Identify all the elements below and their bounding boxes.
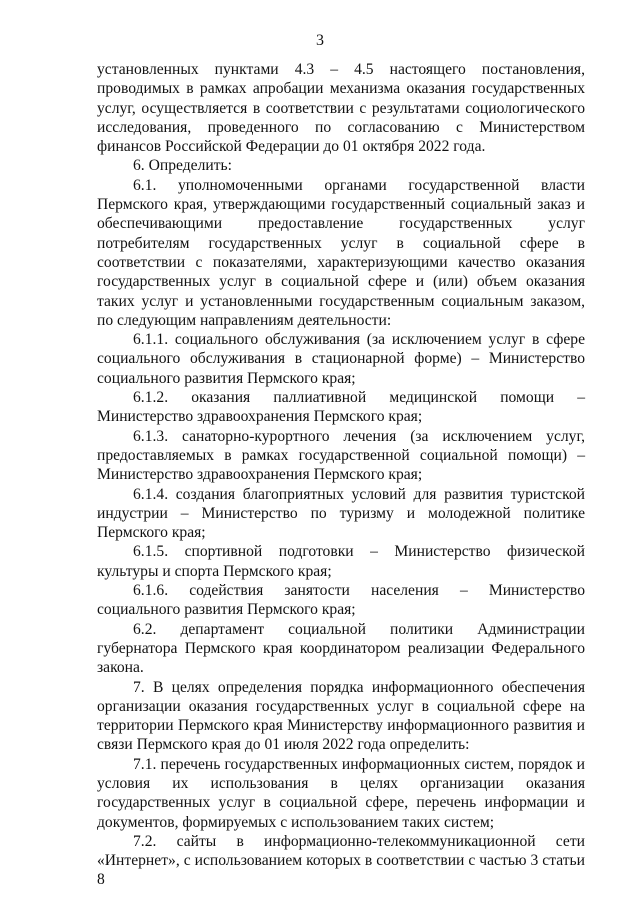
paragraph-2: 6. Определить: <box>133 157 232 175</box>
paragraph-5: 6.1.2. оказания паллиативной медицинской помощи – Министерство здравоохранения Пермского края; <box>97 389 585 426</box>
paragraph-8: 6.1.5. спортивной подготовки – Министерство физической культуры и спорта Пермского края; <box>97 543 585 580</box>
page-number: 3 <box>316 32 324 49</box>
document-body <box>97 60 585 890</box>
paragraph-13: 7.2. сайты в информационно-телекоммуникационной сети «Интернет», с использованием которых в соответствии с частью 3 статьи 8 <box>97 832 585 889</box>
paragraph-9: 6.1.6. содействия занятости населения – Министерство социального развития Пермского края; <box>97 582 585 619</box>
paragraph-11: 7. В целях определения порядка информационного обеспечения организации оказания государственных услуг в социальной сфере на территории Пермского края Министерству информационного развития и связи Пермского края до 01 июля 2022 года определить: <box>97 678 585 754</box>
paragraph-4: 6.1.1. социального обслуживания (за исключением услуг в сфере социального обслуживания в стационарной форме) – Министерство социального развития Пермского края; <box>97 331 585 387</box>
paragraph-7: 6.1.4. создания благоприятных условий для развития туристской индустрии – Министерство по туризму и молодежной политике Пермского края; <box>97 485 585 542</box>
paragraph-1: установленных пунктами 4.3 – 4.5 настоящего постановления, проводимых в рамках апробации механизма оказания государственных услуг, осуществляется в соответствии с результатами социологического исследования, проведенного по согласованию с Министерством финансов Российской Федерации до 01 октября 2022 года. <box>97 61 585 156</box>
paragraph-6: 6.1.3. санаторно-курортного лечения (за исключением услуг, предоставляемых в рамках государственной социальной помощи) – Министерство здравоохранения Пермского края; <box>97 427 585 484</box>
paragraph-12: 7.1. перечень государственных информационных систем, порядок и условия их использования в целях организации оказания государственных услуг в социальной сфере, перечень информации и документов, формируемых с использованием таких систем; <box>97 755 585 831</box>
paragraph-3: 6.1. уполномоченными органами государственной власти Пермского края, утверждающими государственный социальный заказ и обеспечивающими предоставление государственных услуг потребителям государственных услуг в социальной сфере в соответствии с показателями, характеризующими качество оказания государственных услуг в социальной сфере и (или) объем оказания таких услуг и установленными государственным социальным заказом, по следующим направлениям деятельности: <box>97 176 585 329</box>
paragraph-10: 6.2. департамент социальной политики Администрации губернатора Пермского края координатором реализации Федерального закона. <box>97 620 585 677</box>
